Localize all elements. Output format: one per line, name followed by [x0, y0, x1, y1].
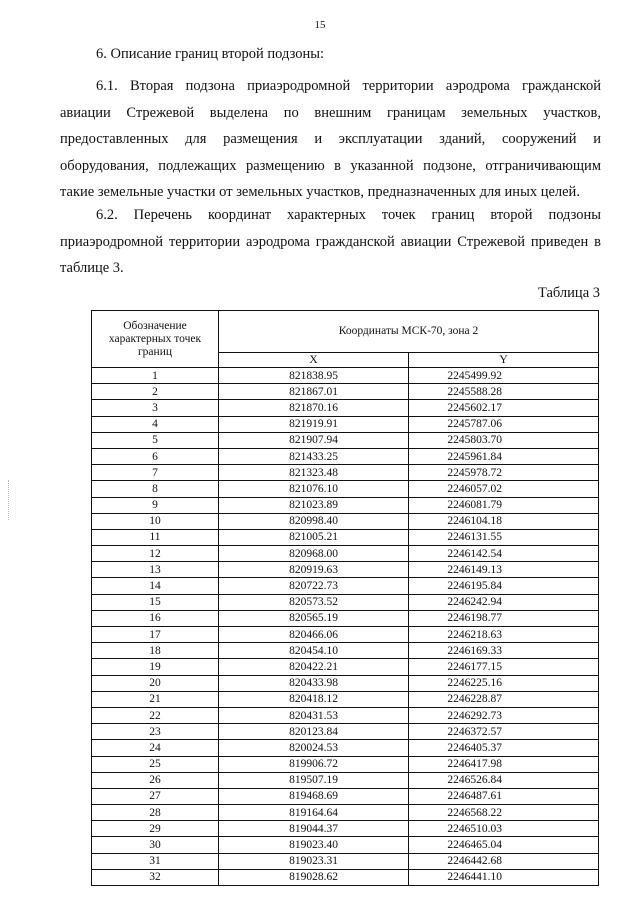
y-coordinate-cell: 2246225.16	[409, 675, 599, 691]
x-coordinate-cell: 819023.40	[219, 837, 409, 853]
x-coordinate-cell: 821919.91	[219, 416, 409, 432]
point-number-cell: 15	[92, 594, 219, 610]
table-row	[92, 643, 599, 659]
y-coordinate-cell: 2246242.94	[409, 594, 599, 610]
y-coordinate-cell: 2246198.77	[409, 610, 599, 626]
table-row	[92, 610, 599, 626]
y-coordinate-cell: 2246441.10	[409, 869, 599, 885]
point-number-cell: 26	[92, 772, 219, 788]
y-coordinate-cell: 2245961.84	[409, 448, 599, 464]
y-coordinate-cell: 2246292.73	[409, 707, 599, 723]
point-number-cell: 2	[92, 384, 219, 400]
x-coordinate-cell: 821867.01	[219, 384, 409, 400]
header-y: Y	[409, 352, 599, 367]
x-coordinate-cell: 820431.53	[219, 707, 409, 723]
y-coordinate-cell: 2246372.57	[409, 724, 599, 740]
x-coordinate-cell: 820968.00	[219, 546, 409, 562]
x-coordinate-cell: 821323.48	[219, 465, 409, 481]
point-number-cell: 24	[92, 740, 219, 756]
x-coordinate-cell: 820454.10	[219, 643, 409, 659]
coordinates-table-body	[92, 368, 599, 886]
x-coordinate-cell: 821907.94	[219, 432, 409, 448]
point-number-cell: 10	[92, 513, 219, 529]
y-coordinate-cell: 2246405.37	[409, 740, 599, 756]
y-coordinate-cell: 2245978.72	[409, 465, 599, 481]
header-coordinates: Координаты МСК-70, зона 2	[219, 311, 599, 353]
section-heading: 6. Описание границ второй подзоны:	[96, 46, 324, 62]
point-number-cell: 22	[92, 707, 219, 723]
y-coordinate-cell: 2246510.03	[409, 821, 599, 837]
table-row	[92, 756, 599, 772]
x-coordinate-cell: 820722.73	[219, 578, 409, 594]
y-coordinate-cell: 2246081.79	[409, 497, 599, 513]
point-number-cell: 13	[92, 562, 219, 578]
point-number-cell: 18	[92, 643, 219, 659]
point-number-cell: 14	[92, 578, 219, 594]
x-coordinate-cell: 819507.19	[219, 772, 409, 788]
x-coordinate-cell: 821433.25	[219, 448, 409, 464]
table-row	[92, 869, 599, 885]
x-coordinate-cell: 820565.19	[219, 610, 409, 626]
point-number-cell: 3	[92, 400, 219, 416]
table-row	[92, 513, 599, 529]
point-number-cell: 25	[92, 756, 219, 772]
y-coordinate-cell: 2246131.55	[409, 529, 599, 545]
x-coordinate-cell: 820418.12	[219, 691, 409, 707]
point-number-cell: 4	[92, 416, 219, 432]
point-number-cell: 1	[92, 368, 219, 384]
point-number-cell: 19	[92, 659, 219, 675]
x-coordinate-cell: 819468.69	[219, 788, 409, 804]
x-coordinate-cell: 820466.06	[219, 627, 409, 643]
point-number-cell: 32	[92, 869, 219, 885]
table-row	[92, 837, 599, 853]
coordinates-table	[91, 310, 599, 886]
x-coordinate-cell: 821838.95	[219, 368, 409, 384]
table-row	[92, 384, 599, 400]
table-row	[92, 562, 599, 578]
x-coordinate-cell: 819906.72	[219, 756, 409, 772]
point-number-cell: 9	[92, 497, 219, 513]
table-row	[92, 691, 599, 707]
x-coordinate-cell: 821076.10	[219, 481, 409, 497]
table-row	[92, 416, 599, 432]
table-row	[92, 465, 599, 481]
y-coordinate-cell: 2245602.17	[409, 400, 599, 416]
paragraph-6-2: 6.2. Перечень координат характерных точек границ второй подзоны приаэродромной территории аэродрома гражданской авиации Стрежевой приведен в таблице 3.	[60, 207, 601, 277]
table-row	[92, 432, 599, 448]
table-row	[92, 400, 599, 416]
x-coordinate-cell: 821023.89	[219, 497, 409, 513]
x-coordinate-cell: 820422.21	[219, 659, 409, 675]
point-number-cell: 20	[92, 675, 219, 691]
x-coordinate-cell: 820123.84	[219, 724, 409, 740]
y-coordinate-cell: 2246177.15	[409, 659, 599, 675]
table-row	[92, 821, 599, 837]
table-row	[92, 529, 599, 545]
y-coordinate-cell: 2246218.63	[409, 627, 599, 643]
point-number-cell: 30	[92, 837, 219, 853]
y-coordinate-cell: 2246465.04	[409, 837, 599, 853]
point-number-cell: 6	[92, 448, 219, 464]
y-coordinate-cell: 2246104.18	[409, 513, 599, 529]
table-row	[92, 853, 599, 869]
table-row	[92, 481, 599, 497]
point-number-cell: 27	[92, 788, 219, 804]
table-row	[92, 627, 599, 643]
x-coordinate-cell: 819044.37	[219, 821, 409, 837]
y-coordinate-cell: 2245803.70	[409, 432, 599, 448]
x-coordinate-cell: 820024.53	[219, 740, 409, 756]
x-coordinate-cell: 820919.63	[219, 562, 409, 578]
x-coordinate-cell: 819023.31	[219, 853, 409, 869]
point-number-cell: 8	[92, 481, 219, 497]
point-number-cell: 21	[92, 691, 219, 707]
y-coordinate-cell: 2245499.92	[409, 368, 599, 384]
table-row	[92, 497, 599, 513]
y-coordinate-cell: 2246526.84	[409, 772, 599, 788]
table-row	[92, 740, 599, 756]
y-coordinate-cell: 2246417.98	[409, 756, 599, 772]
page-number: 15	[314, 19, 326, 31]
table-row	[92, 805, 599, 821]
x-coordinate-cell: 820998.40	[219, 513, 409, 529]
table-row	[92, 707, 599, 723]
point-number-cell: 11	[92, 529, 219, 545]
x-coordinate-cell: 820433.98	[219, 675, 409, 691]
table-row	[92, 594, 599, 610]
header-point-label: Обозначение характерных точек границ	[92, 311, 219, 368]
point-number-cell: 7	[92, 465, 219, 481]
y-coordinate-cell: 2246228.87	[409, 691, 599, 707]
y-coordinate-cell: 2245787.06	[409, 416, 599, 432]
point-number-cell: 17	[92, 627, 219, 643]
x-coordinate-cell: 819164.64	[219, 805, 409, 821]
y-coordinate-cell: 2246149.13	[409, 562, 599, 578]
table-row	[92, 448, 599, 464]
y-coordinate-cell: 2246142.54	[409, 546, 599, 562]
paragraph-6-1: 6.1. Вторая подзона приаэродромной территории аэродрома гражданской авиации Стрежевой выделена по внешним границам земельных участков, предоставленных для размещения и эксплуатации зданий, сооружений и оборудования, подлежащих размещению в указанной подзоне, отграничивающим такие земельные участки от земельных участков, предназначенных для иных целей.	[60, 78, 601, 201]
table-row	[92, 578, 599, 594]
table-caption: Таблица 3	[537, 285, 600, 301]
y-coordinate-cell: 2246057.02	[409, 481, 599, 497]
header-x: X	[219, 352, 409, 367]
point-number-cell: 16	[92, 610, 219, 626]
y-coordinate-cell: 2246487.61	[409, 788, 599, 804]
y-coordinate-cell: 2246195.84	[409, 578, 599, 594]
x-coordinate-cell: 821005.21	[219, 529, 409, 545]
y-coordinate-cell: 2246568.22	[409, 805, 599, 821]
scan-margin-mark	[8, 480, 10, 520]
table-row	[92, 724, 599, 740]
x-coordinate-cell: 819028.62	[219, 869, 409, 885]
y-coordinate-cell: 2245588.28	[409, 384, 599, 400]
table-row	[92, 368, 599, 384]
point-number-cell: 28	[92, 805, 219, 821]
table-row	[92, 788, 599, 804]
table-row	[92, 659, 599, 675]
y-coordinate-cell: 2246442.68	[409, 853, 599, 869]
x-coordinate-cell: 821870.16	[219, 400, 409, 416]
x-coordinate-cell: 820573.52	[219, 594, 409, 610]
point-number-cell: 31	[92, 853, 219, 869]
table-row	[92, 546, 599, 562]
table-row	[92, 772, 599, 788]
point-number-cell: 5	[92, 432, 219, 448]
point-number-cell: 23	[92, 724, 219, 740]
y-coordinate-cell: 2246169.33	[409, 643, 599, 659]
point-number-cell: 29	[92, 821, 219, 837]
table-row	[92, 675, 599, 691]
point-number-cell: 12	[92, 546, 219, 562]
